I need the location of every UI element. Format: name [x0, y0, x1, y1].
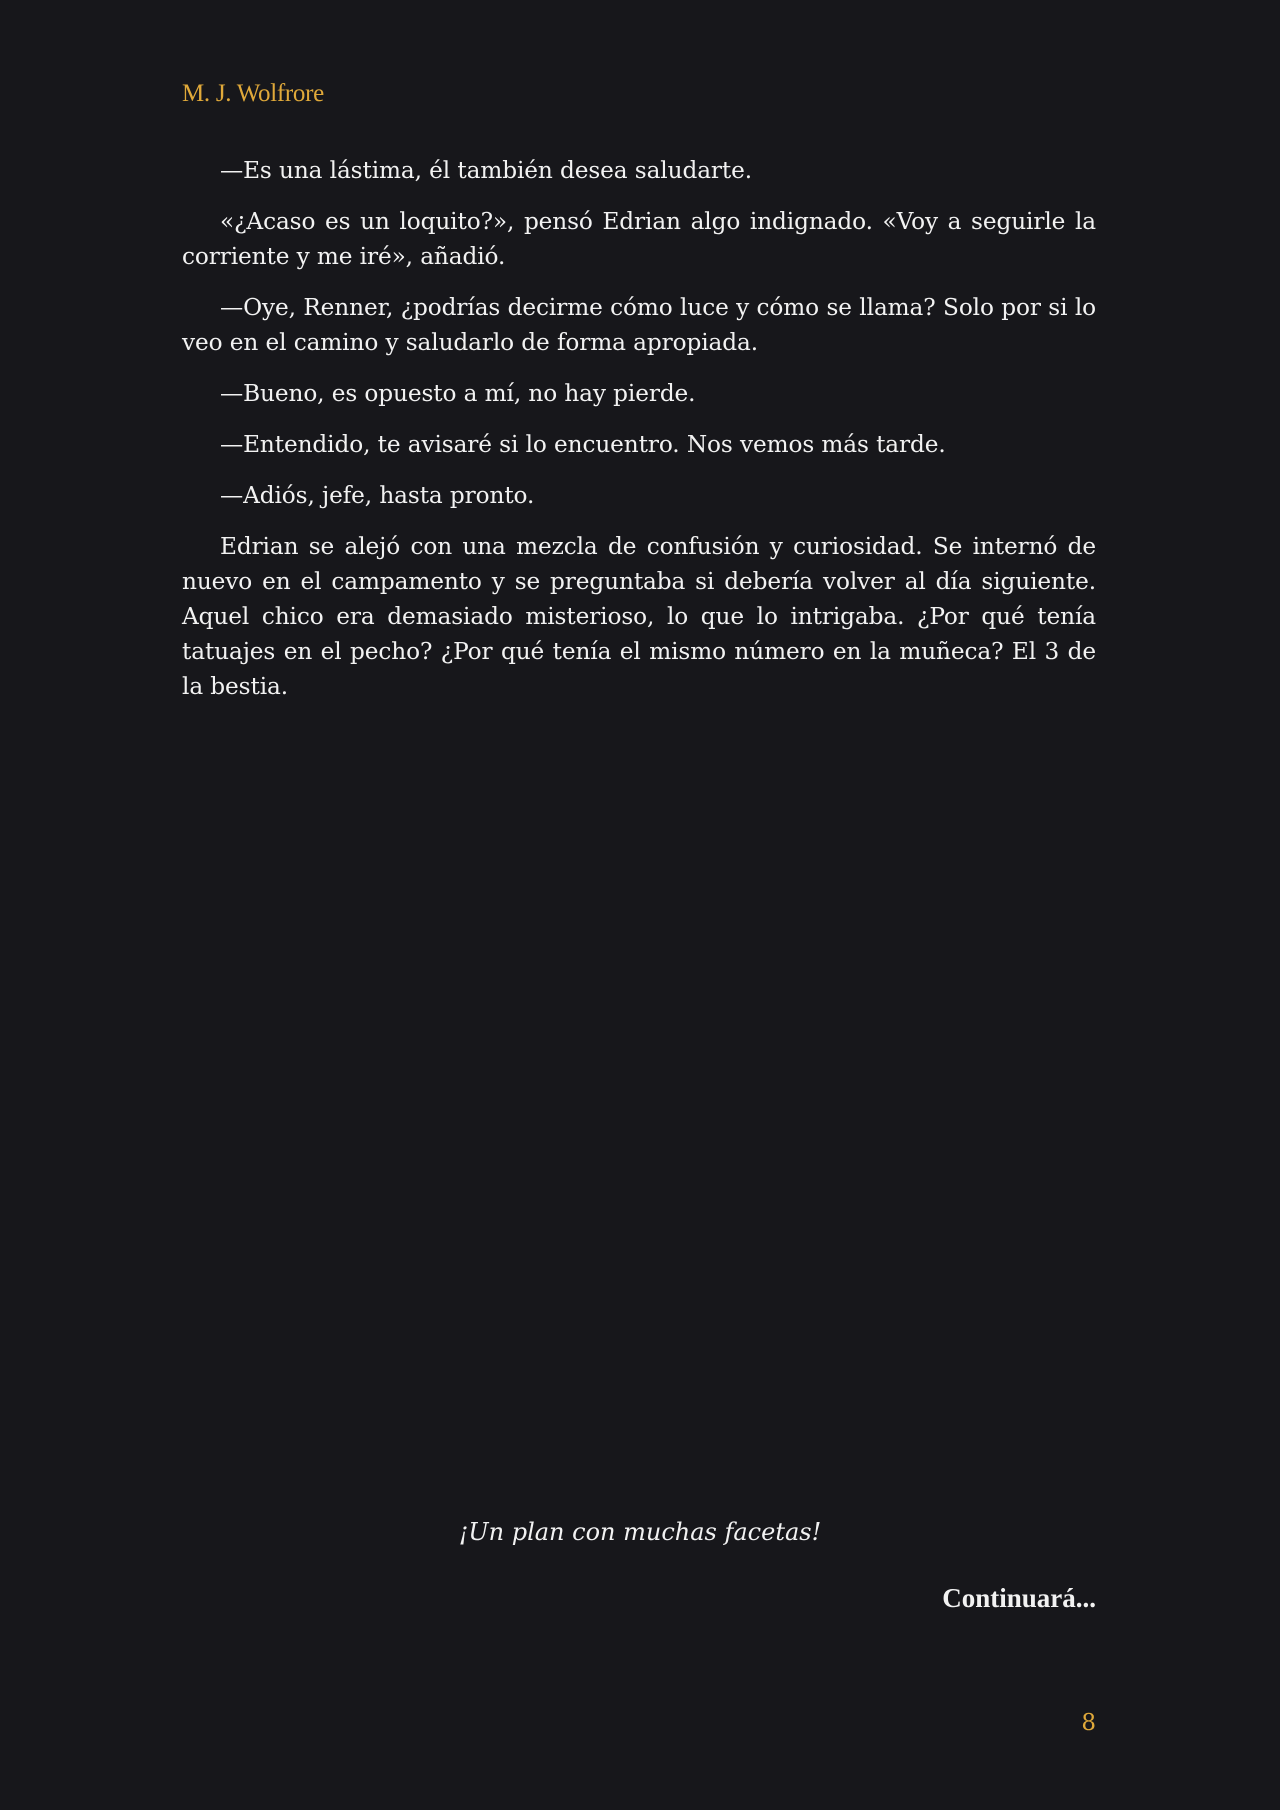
- paragraph: —Oye, Renner, ¿podrías decirme cómo luce y cómo se llama? Solo por si lo veo en el camino y saludarlo de forma apropiada.: [182, 294, 1096, 356]
- paragraph: —Es una lástima, él también desea saludarte.: [220, 157, 753, 184]
- to-be-continued: Continuará...: [942, 1583, 1096, 1613]
- body-text: [182, 153, 1096, 720]
- paragraph: —Entendido, te avisaré si lo encuentro. Nos vemos más tarde.: [220, 431, 946, 458]
- running-header-author: M. J. Wolfrore: [182, 80, 324, 107]
- paragraph: «¿Acaso es un loquito?», pensó Edrian algo indignado. «Voy a seguirle la corriente y me iré», añadió.: [182, 208, 1096, 270]
- paragraph: Edrian se alejó con una mezcla de confusión y curiosidad. Se internó de nuevo en el campamento y se preguntaba si debería volver al día siguiente. Aquel chico era demasiado misterioso, lo que lo intrigaba. ¿Por qué tenía tatuajes en el pecho? ¿Por qué tenía el mismo número en la muñeca? El 3 de la bestia.: [182, 533, 1096, 700]
- paragraph: —Adiós, jefe, hasta pronto.: [220, 482, 535, 509]
- paragraph: —Bueno, es opuesto a mí, no hay pierde.: [220, 380, 696, 407]
- closing-tagline: ¡Un plan con muchas facetas!: [458, 1518, 822, 1546]
- page-number: 8: [1081, 1710, 1096, 1736]
